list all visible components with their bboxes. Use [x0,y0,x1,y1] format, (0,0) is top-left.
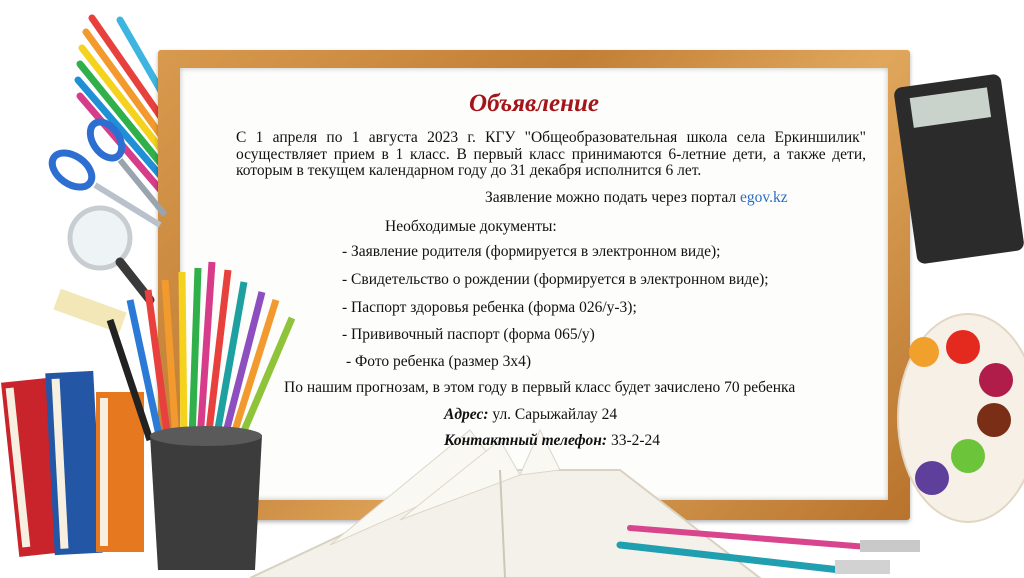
announcement-title: Объявление [469,90,599,117]
portal-line [485,189,788,206]
address-line [444,406,617,423]
magnifying-glass-icon [70,208,150,300]
document-item: - Прививочный паспорт (форма 065/у) [342,326,595,343]
announcement-board [180,68,888,500]
document-item: - Фото ребенка (размер 3х4) [346,353,531,370]
paint-palette-icon [898,314,1024,522]
document-item: - Свидетельство о рождении (формируется в электронном виде); [342,271,769,288]
address-label: Адрес: [444,406,489,423]
forecast-text: По нашим прогнозам, в этом году в первый класс будет зачислено 70 ребенка [284,379,796,396]
phone-label: Контактный телефон: [444,432,608,449]
books-icon [1,371,144,557]
phone-line [444,432,660,449]
address-value: ул. Сарыжайлау 24 [488,406,618,423]
calculator-icon [893,73,1024,264]
document-item: - Паспорт здоровья ребенка (форма 026/у-3); [342,299,637,316]
portal-text: Заявление можно подать через портал [485,189,741,206]
phone-value: 33-2-24 [607,432,661,449]
intro-paragraph: С 1 апреля по 1 августа 2023 г. КГУ "Общеобразовательная школа села Еркиншилик" осуществляет прием в 1 класс. В первый класс принимаются 6-летние дети, а также дети, которым в текущем календарном году до 31 декабря исполнится 6 лет. [236,129,866,179]
documents-heading: Необходимые документы: [385,218,557,235]
portal-link[interactable]: egov.kz [740,189,788,206]
document-item: - Заявление родителя (формируется в электронном виде); [342,243,721,260]
